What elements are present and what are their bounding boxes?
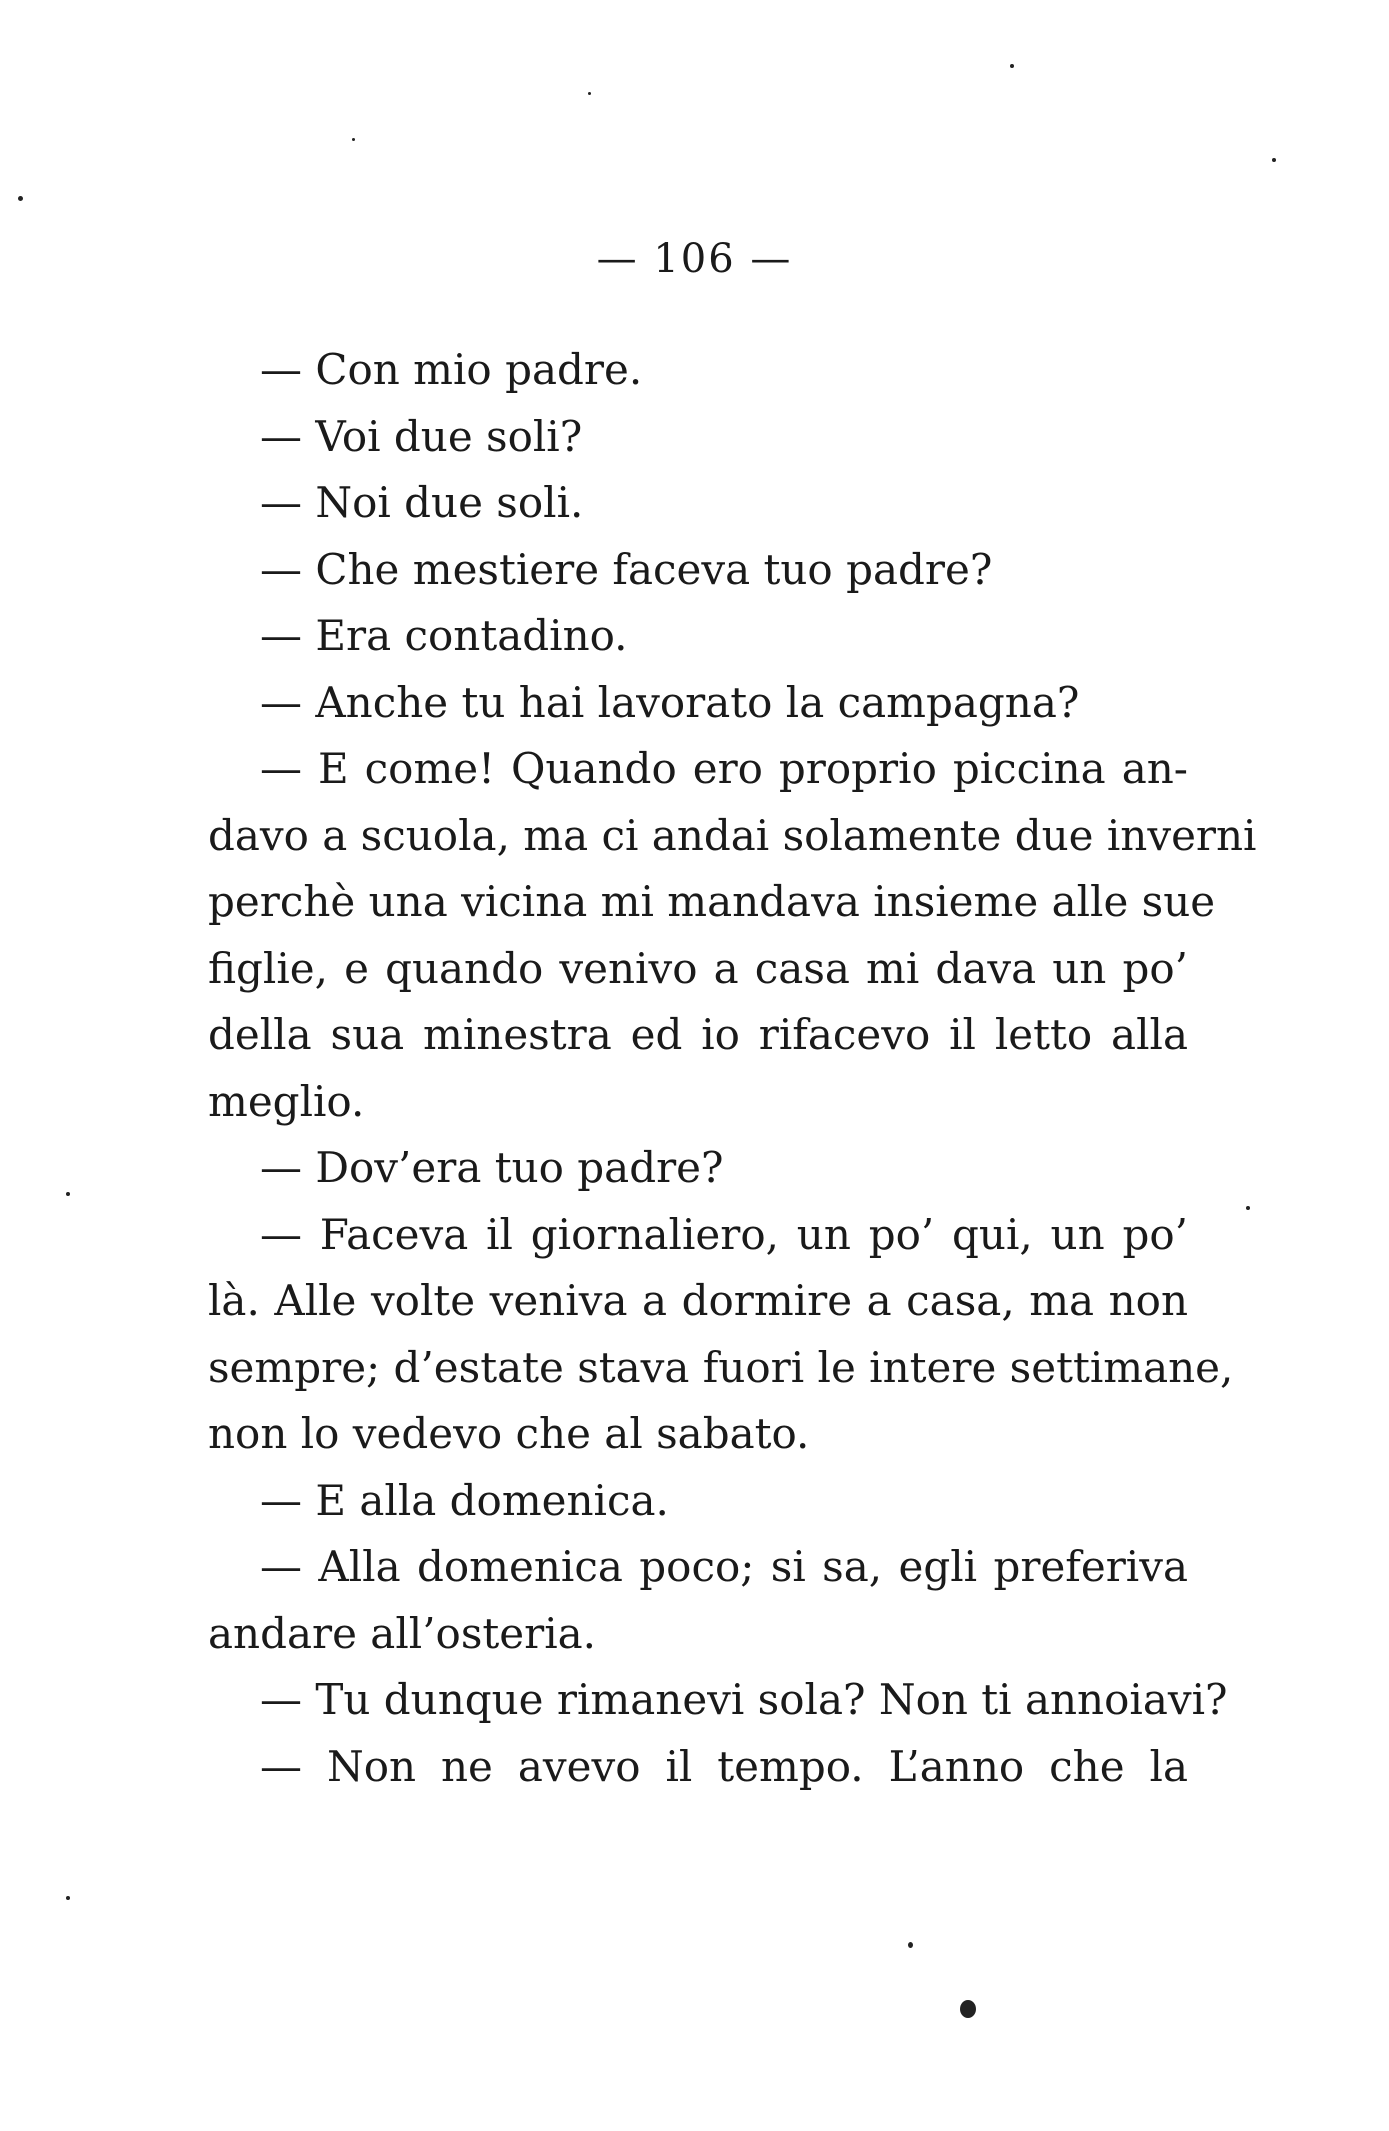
text-line: — Che mestiere faceva tuo padre? bbox=[260, 544, 993, 594]
text-line: — E come! Quando ero proprio piccina an- bbox=[260, 744, 1188, 793]
text-line: — Tu dunque rimanevi sola? Non ti annoiavi? bbox=[260, 1675, 1228, 1724]
text-line: andare all’osteria. bbox=[208, 1608, 597, 1658]
scan-speck bbox=[960, 2000, 976, 2018]
text-line: davo a scuola, ma ci andai solamente due inverni bbox=[208, 810, 1257, 860]
scan-speck bbox=[908, 1942, 913, 1948]
scan-speck bbox=[66, 1192, 70, 1196]
text-line: — E alla domenica. bbox=[260, 1475, 669, 1525]
text-line: della sua minestra ed io rifacevo il letto alla bbox=[208, 1010, 1188, 1059]
text-line: — Dov’era tuo padre? bbox=[260, 1143, 724, 1192]
text-line: — Voi due soli? bbox=[260, 411, 583, 461]
page-number bbox=[0, 236, 1389, 282]
text-line: — Faceva il giornaliero, un po’ qui, un po’ bbox=[260, 1209, 1188, 1259]
text-line: perchè una vicina mi mandava insieme alle sue bbox=[208, 877, 1216, 926]
text-line: meglio. bbox=[208, 1076, 365, 1126]
scan-speck bbox=[1246, 1206, 1250, 1210]
page-number-text: — 106 — bbox=[596, 236, 793, 282]
text-line: — Con mio padre. bbox=[260, 345, 643, 394]
text-line: figlie, e quando venivo a casa mi dava un po’ bbox=[208, 943, 1188, 993]
text-line: sempre; d’estate stava fuori le intere settimane, bbox=[208, 1342, 1234, 1392]
text-line: — Non ne avevo il tempo. L’anno che la bbox=[260, 1741, 1188, 1791]
text-line: — Alla domenica poco; si sa, egli preferiva bbox=[260, 1542, 1188, 1591]
scan-speck bbox=[18, 196, 23, 201]
scan-speck bbox=[588, 92, 591, 95]
scan-speck bbox=[66, 1896, 70, 1900]
scan-speck bbox=[1010, 64, 1014, 68]
text-line: non lo vedevo che al sabato. bbox=[208, 1409, 810, 1458]
text-line: — Noi due soli. bbox=[260, 478, 584, 527]
text-line: — Era contadino. bbox=[260, 611, 628, 660]
text-line: là. Alle volte veniva a dormire a casa, ma non bbox=[208, 1276, 1188, 1325]
scan-speck bbox=[1272, 158, 1276, 162]
body-text bbox=[208, 337, 1257, 1800]
scan-speck bbox=[352, 138, 355, 141]
text-line: — Anche tu hai lavorato la campagna? bbox=[260, 677, 1080, 727]
